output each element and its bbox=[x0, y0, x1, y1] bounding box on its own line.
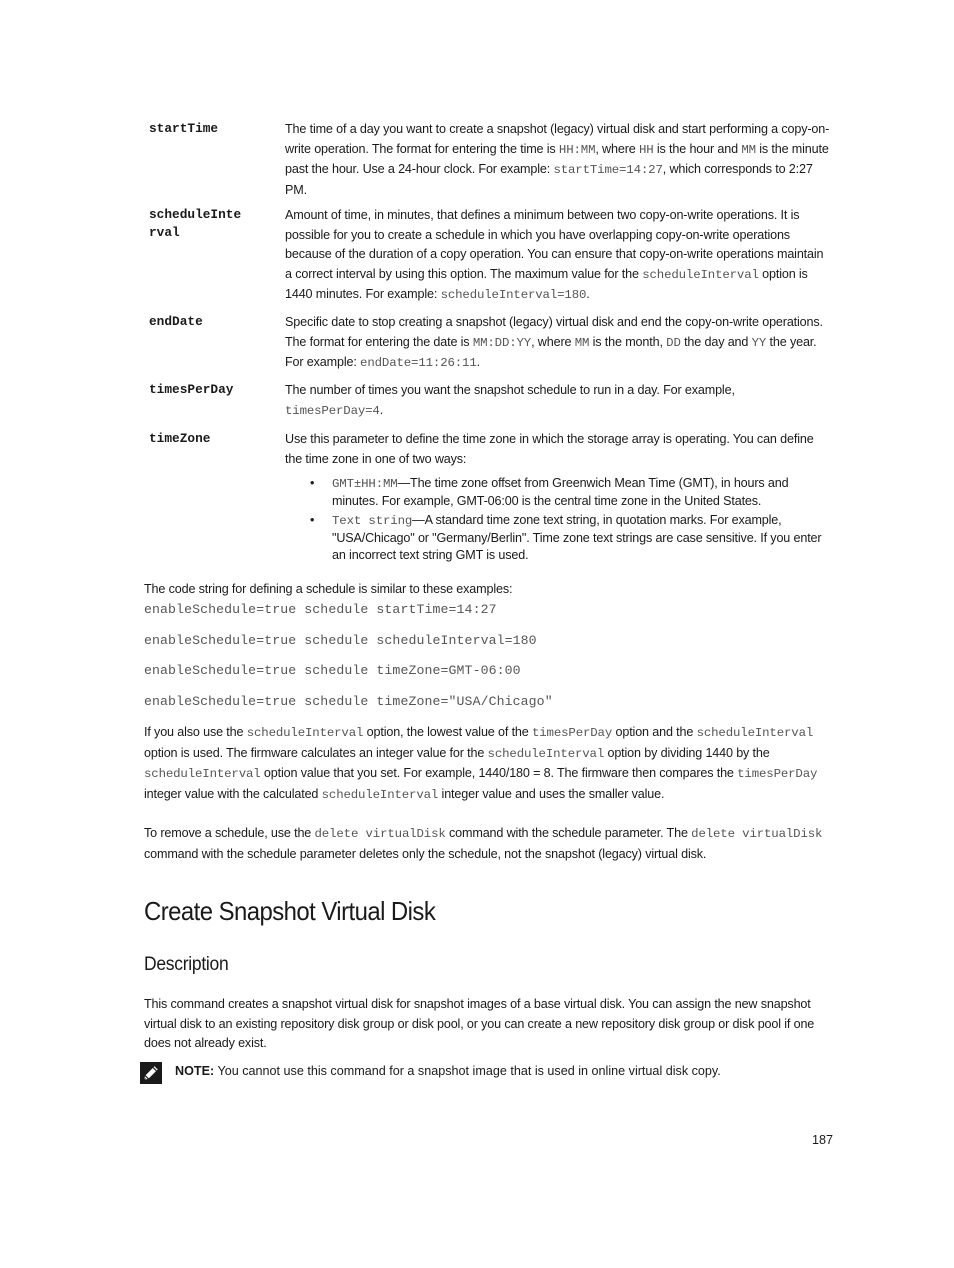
text-run: . bbox=[476, 355, 480, 370]
text-run: . bbox=[379, 402, 384, 417]
list-item bbox=[285, 512, 833, 563]
text-run: To remove a schedule, use the bbox=[144, 826, 315, 840]
text-run: —The time zone offset from Greenwich Mean Time (GMT), in hours and minutes. For example, GMT-06:00 is the central time zone in the United States. bbox=[332, 476, 789, 508]
description-text: This command creates a snapshot virtual disk for snapshot images of a base virtual disk. You can assign the new snapshot virtual disk to an existing repository disk group or disk pool, or you can create a new repository disk group or disk pool if one does not already exist. bbox=[144, 997, 815, 1051]
text-run: option is 1440 minutes. For example: bbox=[285, 266, 808, 302]
list-item bbox=[285, 475, 833, 509]
bullet-icon: • bbox=[310, 476, 315, 491]
inline-code: HH:MM bbox=[558, 142, 596, 157]
param-description bbox=[285, 120, 833, 200]
code-example: enableSchedule=true schedule scheduleInterval=180 bbox=[144, 633, 537, 648]
code-intro: The code string for defining a schedule is similar to these examples: bbox=[144, 582, 513, 596]
text-run: The number of times you want the snapshot schedule to run in a day. For example, bbox=[285, 383, 735, 397]
inline-code: MM:DD:YY bbox=[472, 335, 532, 350]
subsection-heading: Description bbox=[144, 954, 229, 975]
inline-code: YY bbox=[751, 335, 767, 350]
inline-code: scheduleInterval bbox=[144, 767, 261, 782]
text-run: integer value and uses the smaller value. bbox=[438, 786, 665, 801]
text-run: option is used. The firmware calculates an integer value for the bbox=[144, 745, 488, 760]
code-example: enableSchedule=true schedule timeZone="USA/Chicago" bbox=[144, 694, 553, 709]
inline-code: scheduleInterval bbox=[696, 726, 814, 740]
text-run: the year. For example: bbox=[285, 334, 817, 370]
text-run: command with the schedule parameter deletes only the schedule, not the snapshot (legacy) virtual disk. bbox=[144, 846, 707, 861]
inline-code: timesPerDay bbox=[737, 767, 818, 782]
section-heading: Create Snapshot Virtual Disk bbox=[144, 896, 436, 926]
inline-code: Text string bbox=[332, 514, 413, 529]
inline-code: timesPerDay bbox=[531, 726, 613, 740]
inline-code: scheduleInterval bbox=[321, 787, 439, 802]
inline-code: GMT±HH:MM bbox=[332, 477, 398, 492]
inline-code: HH bbox=[638, 142, 654, 157]
param-description bbox=[285, 206, 833, 306]
text-run: , where bbox=[531, 334, 575, 349]
text-run: integer value with the calculated bbox=[144, 786, 322, 801]
inline-code: scheduleInterval bbox=[487, 746, 605, 761]
timezone-intro bbox=[285, 430, 833, 469]
inline-code: startTime=14:27 bbox=[553, 163, 663, 178]
param-description bbox=[285, 430, 833, 566]
param-name: scheduleInte rval bbox=[149, 207, 242, 240]
param-description bbox=[285, 381, 833, 421]
text-run: option, the lowest value of the bbox=[363, 725, 532, 739]
code-example: enableSchedule=true schedule timeZone=GMT-06:00 bbox=[144, 663, 521, 678]
param-description bbox=[285, 313, 833, 374]
text-run: command with the schedule parameter. The bbox=[445, 826, 692, 840]
text-run: is the minute past the hour. Use a 24-hour clock. For example: bbox=[285, 141, 829, 177]
inline-code: scheduleInterval bbox=[642, 267, 759, 282]
code-example: enableSchedule=true schedule startTime=14:27 bbox=[144, 602, 497, 617]
text-run: . bbox=[586, 287, 590, 302]
text-run: option and the bbox=[612, 725, 697, 739]
text-run: , which corresponds to 2:27 PM. bbox=[285, 162, 813, 197]
page-number: 187 bbox=[812, 1133, 834, 1147]
param-name: startTime bbox=[149, 121, 219, 136]
text-run: the day and bbox=[680, 334, 752, 349]
inline-code: scheduleInterval bbox=[246, 726, 364, 740]
paragraph-schedule-interval bbox=[144, 723, 836, 805]
param-name: timesPerDay bbox=[149, 382, 234, 397]
inline-code: MM bbox=[574, 335, 590, 350]
bullet-icon: • bbox=[310, 513, 315, 528]
paragraph-remove-schedule bbox=[144, 824, 836, 864]
pencil-note-icon bbox=[140, 1062, 162, 1084]
note-text: NOTE: You cannot use this command for a snapshot image that is used in online virtual disk copy. bbox=[175, 1064, 721, 1078]
inline-code: delete virtualDisk bbox=[314, 827, 446, 841]
text-run: The time of a day you want to create a snapshot (legacy) virtual disk and start performing a copy-on-write operation. The format for entering the time is bbox=[285, 122, 830, 156]
text-run: , where bbox=[595, 141, 639, 156]
text-run: option value that you set. For example, 1440/180 = 8. The firmware then compares the bbox=[260, 766, 738, 781]
text-run: is the month, bbox=[589, 334, 667, 349]
text-run: Amount of time, in minutes, that defines a minimum between two copy-on-write operations. It is possible for you to create a schedule in which you have overlapping copy-on-write operations because of the duration of a copy operation. You can ensure that copy-on-write operations maintain a correct interval by using this option. The maximum value for the bbox=[285, 208, 824, 281]
text-run: is the hour and bbox=[653, 141, 742, 156]
inline-code: delete virtualDisk bbox=[691, 827, 823, 841]
note-label: NOTE: bbox=[175, 1064, 215, 1078]
text-run: Specific date to stop creating a snapshot (legacy) virtual disk and end the copy-on-write operations. The format for entering the date is bbox=[285, 315, 823, 349]
inline-code: MM bbox=[741, 142, 756, 157]
text-run: —A standard time zone text string, in quotation marks. For example, "USA/Chicago" or "Germany/Berlin". Time zone text strings are case sensitive. If you enter an incorrect text string GMT is used. bbox=[332, 513, 822, 562]
text-run: If you also use the bbox=[144, 725, 247, 739]
timezone-options-list bbox=[285, 475, 833, 563]
param-name: timeZone bbox=[149, 431, 211, 446]
text-run: option by dividing 1440 by the bbox=[604, 745, 770, 760]
inline-code: DD bbox=[666, 335, 681, 350]
inline-code: endDate=11:26:11 bbox=[360, 356, 477, 371]
param-name: endDate bbox=[149, 314, 203, 329]
text-run: Use this parameter to define the time zone in which the storage array is operating. You can define the time zone in one of two ways: bbox=[285, 432, 814, 466]
inline-code: timesPerDay=4 bbox=[285, 403, 380, 418]
inline-code: scheduleInterval=180 bbox=[440, 288, 587, 303]
